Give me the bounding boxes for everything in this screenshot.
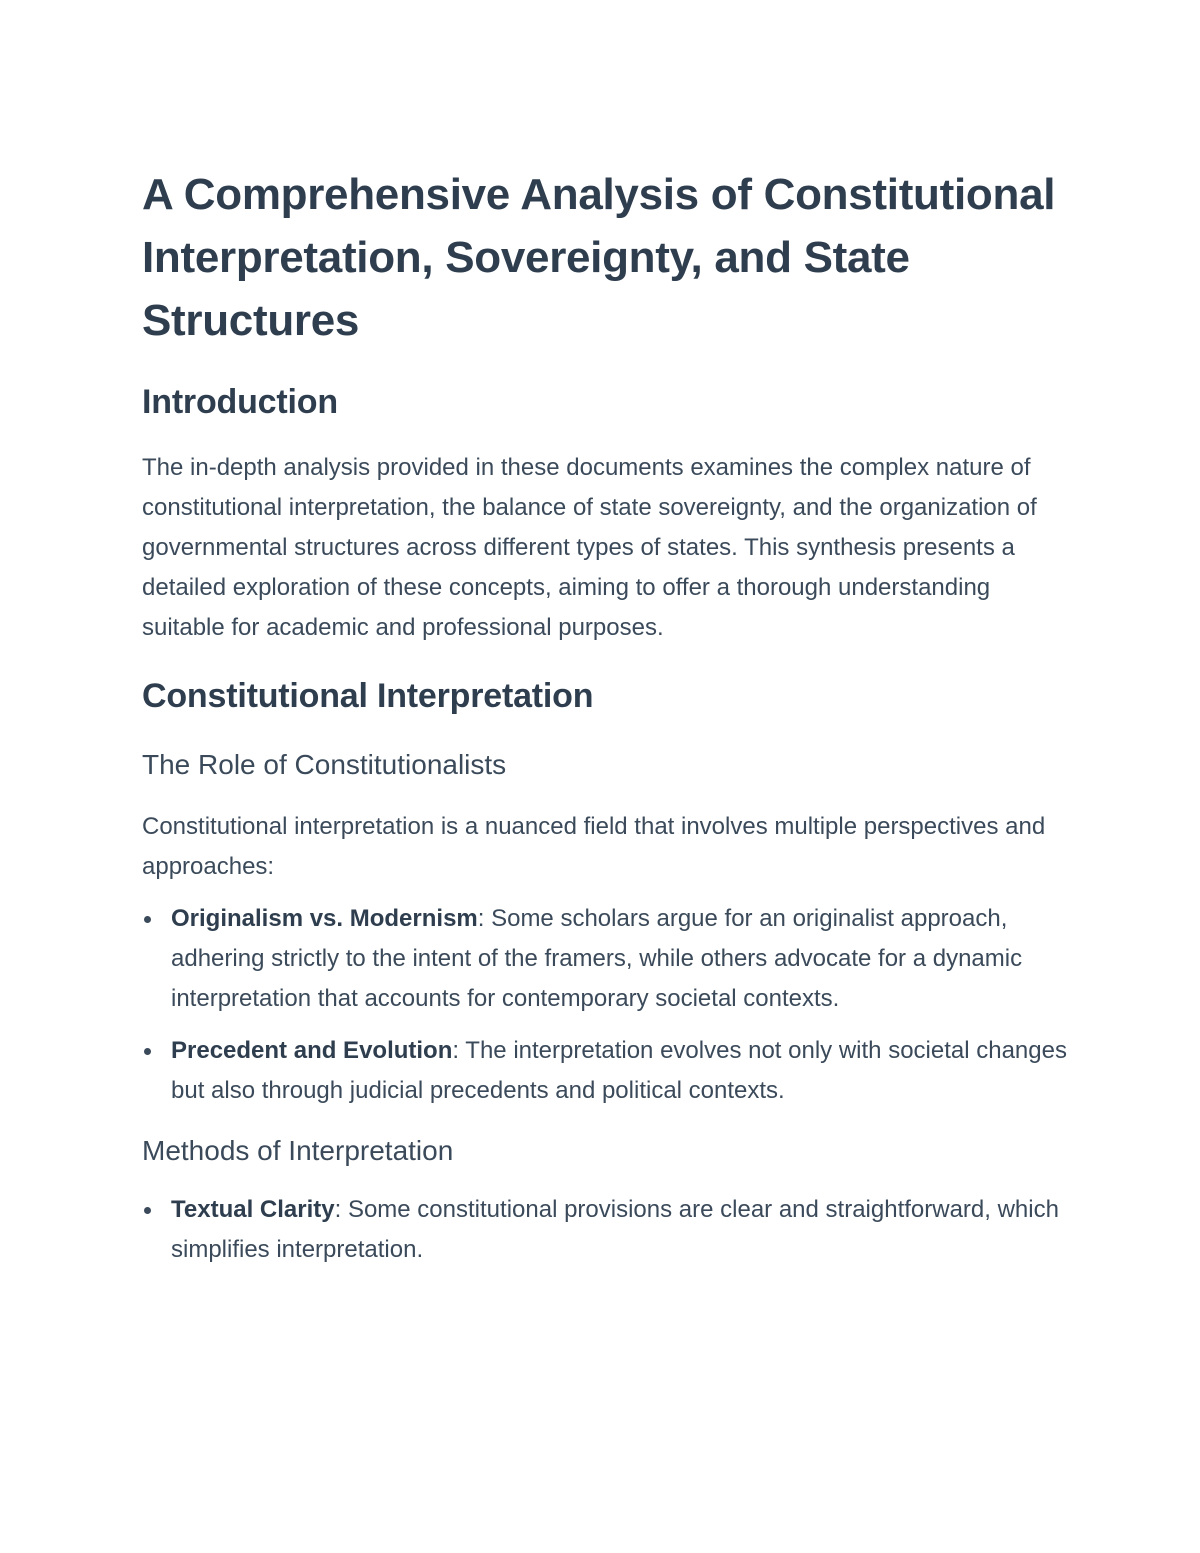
list-item-text: : Some constitutional provisions are clear and straightforward, which simplifies interpretation. <box>171 1196 1059 1263</box>
introduction-paragraph: The in-depth analysis provided in these documents examines the complex nature of constitutional interpretation, the balance of state sovereignty, and the organization of governmental structures across different types of states. This synthesis presents a detailed exploration of these concepts, aiming to offer a thorough understanding suitable for academic and professional purposes. <box>142 454 1037 641</box>
role-bullet-list <box>142 899 1072 1111</box>
list-item <box>142 1190 1072 1270</box>
bullet-icon <box>144 1048 151 1055</box>
section-heading-introduction: Introduction <box>142 383 338 421</box>
list-item-term: Textual Clarity <box>171 1196 335 1223</box>
list-item-text: : The interpretation evolves not only with societal changes but also through judicial precedents and political contexts. <box>171 1037 1067 1104</box>
subsection-heading-methods-of-interpretation: Methods of Interpretation <box>142 1135 454 1166</box>
bullet-icon <box>144 1207 151 1214</box>
document-title: A Comprehensive Analysis of Constitutional Interpretation, Sovereignty, and State Structures <box>142 170 1056 345</box>
section-heading-constitutional-interpretation: Constitutional Interpretation <box>142 677 594 715</box>
list-item-term: Precedent and Evolution <box>171 1037 453 1064</box>
subsection-heading-role-of-constitutionalists: The Role of Constitutionalists <box>142 749 507 780</box>
bullet-icon <box>144 916 151 923</box>
methods-bullet-list <box>142 1190 1072 1270</box>
list-item-text: : Some scholars argue for an originalist approach, adhering strictly to the intent of the framers, while others advocate for a dynamic interpretation that accounts for contemporary societal contexts. <box>171 905 1023 1012</box>
role-paragraph: Constitutional interpretation is a nuanced field that involves multiple perspectives and approaches: <box>142 813 1046 880</box>
list-item-term: Originalism vs. Modernism <box>171 905 478 932</box>
list-item <box>142 1031 1072 1111</box>
list-item <box>142 899 1072 1019</box>
document-page <box>142 163 1072 1270</box>
